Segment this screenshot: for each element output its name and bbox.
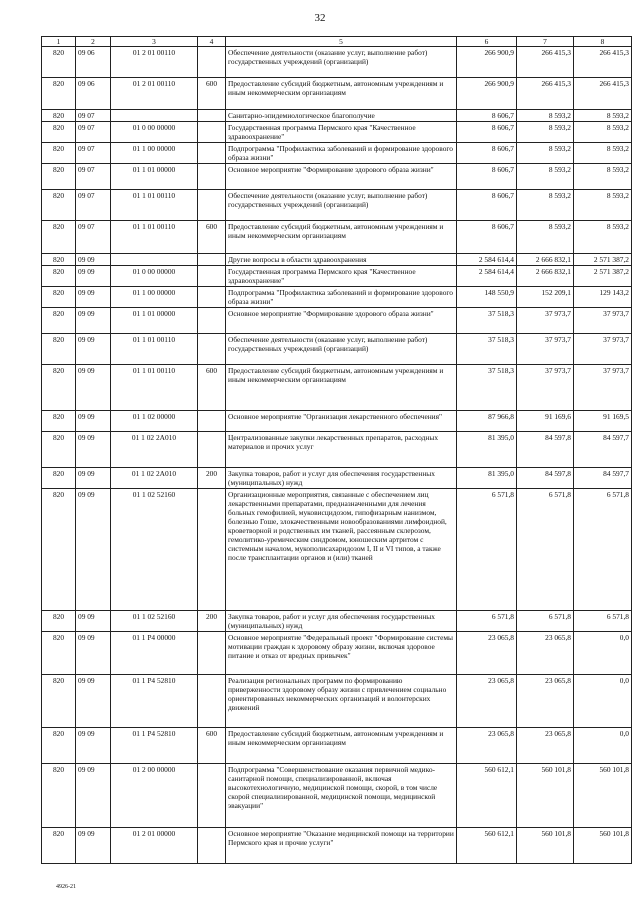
col-expense-type — [198, 432, 226, 468]
col-expense-type — [198, 489, 226, 611]
table-row — [42, 308, 632, 334]
col-target-code: 01 1 02 00000 — [111, 411, 198, 432]
col-amount-3: 8 593,2 — [574, 221, 632, 254]
col-description: Основное мероприятие "Формирование здорового образа жизни" — [226, 308, 457, 334]
table-row — [42, 287, 632, 308]
col-description: Организационные мероприятия, связанные с обеспечением лиц лекарственными препаратами, предназначенными для лечения больных гемофилией, муковисцидозом, гипофизарным нанизмом, болезнью Гоше, злокачественными новообразованиями лимфоидной, кроветворной и родственных им тканей, рассеянным склерозом, гемолитико-уремическим синдромом, юношеским артритом с системным началом, мукополисахаридозом I, II и VI типов, а также после трансплантации органов и (или) тканей — [226, 489, 457, 611]
col-target-code: 01 2 01 00110 — [111, 47, 198, 78]
col-description: Централизованные закупки лекарственных препаратов, расходных материалов и прочих услуг — [226, 432, 457, 468]
col-section-code: 09 09 — [76, 489, 111, 611]
col-description: Основное мероприятие "Оказание медицинской помощи на территории Пермского края и прочие услуги" — [226, 828, 457, 864]
col-admin-code: 820 — [42, 287, 76, 308]
document-code: 4926-21 — [56, 884, 76, 890]
col-amount-3: 6 571,8 — [574, 611, 632, 632]
col-description: Государственная программа Пермского края "Качественное здравоохранение" — [226, 266, 457, 287]
col-description: Предоставление субсидий бюджетным, автономным учреждениям и иным некоммерческим организациям — [226, 365, 457, 411]
col-amount-2: 37 973,7 — [517, 365, 574, 411]
table-row — [42, 611, 632, 632]
col-target-code: 01 0 00 00000 — [111, 122, 198, 143]
col-target-code: 01 1 01 00110 — [111, 221, 198, 254]
col-target-code: 01 1 02 52160 — [111, 489, 198, 611]
col-amount-3: 8 593,2 — [574, 143, 632, 164]
col-amount-3: 0,0 — [574, 728, 632, 764]
col-admin-code: 820 — [42, 764, 76, 828]
col-expense-type — [198, 122, 226, 143]
col-target-code: 01 1 Р4 52810 — [111, 728, 198, 764]
col-admin-code: 820 — [42, 334, 76, 365]
col-admin-code: 820 — [42, 675, 76, 728]
col-section-code: 09 07 — [76, 221, 111, 254]
table-row — [42, 334, 632, 365]
col-section-code: 09 09 — [76, 411, 111, 432]
col-amount-2: 560 101,8 — [517, 828, 574, 864]
col-admin-code: 820 — [42, 122, 76, 143]
col-target-code: 01 1 01 00110 — [111, 190, 198, 221]
col-amount-2: 8 593,2 — [517, 164, 574, 190]
col-admin-code: 820 — [42, 266, 76, 287]
col-section-code: 09 09 — [76, 365, 111, 411]
col-expense-type — [198, 190, 226, 221]
col-admin-code: 820 — [42, 190, 76, 221]
table-row — [42, 254, 632, 266]
col-amount-2: 2 666 832,1 — [517, 254, 574, 266]
col-section-code: 09 09 — [76, 266, 111, 287]
col-section-code: 09 09 — [76, 728, 111, 764]
col-expense-type — [198, 632, 226, 675]
col-section-code: 09 06 — [76, 78, 111, 110]
col-expense-type — [198, 110, 226, 122]
col-target-code: 01 1 00 00000 — [111, 287, 198, 308]
col-section-code: 09 09 — [76, 254, 111, 266]
col-amount-3: 0,0 — [574, 632, 632, 675]
col-admin-code: 820 — [42, 47, 76, 78]
col-target-code: 01 1 02 52160 — [111, 611, 198, 632]
table-row — [42, 675, 632, 728]
col-amount-3: 91 169,5 — [574, 411, 632, 432]
table-row — [42, 411, 632, 432]
col-amount-3: 8 593,2 — [574, 110, 632, 122]
col-amount-1: 8 606,7 — [457, 110, 517, 122]
col-amount-3: 266 415,3 — [574, 47, 632, 78]
col-section-code: 09 07 — [76, 190, 111, 221]
col-admin-code: 820 — [42, 432, 76, 468]
col-target-code: 01 1 02 2А010 — [111, 432, 198, 468]
col-admin-code: 820 — [42, 411, 76, 432]
col-amount-2: 266 415,3 — [517, 78, 574, 110]
column-header: 7 — [517, 37, 574, 47]
table-row — [42, 764, 632, 828]
col-description: Подпрограмма "Совершенствование оказания первичной медико-санитарной помощи, специализированной, включая высокотехнологичную, медицинской помощи, скорой, в том числе скорой специализированной, медицинской помощи, медицинской эвакуации" — [226, 764, 457, 828]
col-amount-1: 2 584 614,4 — [457, 266, 517, 287]
col-amount-3: 560 101,8 — [574, 764, 632, 828]
col-target-code: 01 1 Р4 00000 — [111, 632, 198, 675]
col-admin-code: 820 — [42, 632, 76, 675]
table-row — [42, 164, 632, 190]
column-header: 6 — [457, 37, 517, 47]
col-target-code: 01 1 01 00110 — [111, 365, 198, 411]
col-description: Санитарно-эпидемиологическое благополучие — [226, 110, 457, 122]
column-header: 1 — [42, 37, 76, 47]
col-expense-type: 600 — [198, 365, 226, 411]
table-row — [42, 110, 632, 122]
col-target-code: 01 2 01 00110 — [111, 78, 198, 110]
col-admin-code: 820 — [42, 828, 76, 864]
col-section-code: 09 09 — [76, 828, 111, 864]
col-amount-1: 266 900,9 — [457, 78, 517, 110]
col-expense-type: 600 — [198, 78, 226, 110]
table-row — [42, 468, 632, 489]
col-amount-2: 6 571,8 — [517, 611, 574, 632]
col-section-code: 09 07 — [76, 122, 111, 143]
col-amount-2: 2 666 832,1 — [517, 266, 574, 287]
table-row — [42, 221, 632, 254]
col-amount-1: 81 395,0 — [457, 468, 517, 489]
col-amount-3: 560 101,8 — [574, 828, 632, 864]
col-amount-1: 8 606,7 — [457, 190, 517, 221]
col-target-code: 01 2 00 00000 — [111, 764, 198, 828]
col-amount-1: 23 065,8 — [457, 675, 517, 728]
col-amount-1: 37 518,3 — [457, 308, 517, 334]
col-amount-1: 6 571,8 — [457, 611, 517, 632]
col-admin-code: 820 — [42, 110, 76, 122]
col-description: Закупка товаров, работ и услуг для обеспечения государственных (муниципальных) нужд — [226, 468, 457, 489]
col-section-code: 09 07 — [76, 164, 111, 190]
col-section-code: 09 09 — [76, 334, 111, 365]
col-admin-code: 820 — [42, 254, 76, 266]
table-row — [42, 632, 632, 675]
col-description: Обеспечение деятельности (оказание услуг, выполнение работ) государственных учреждений (организаций) — [226, 190, 457, 221]
col-amount-2: 8 593,2 — [517, 143, 574, 164]
col-admin-code: 820 — [42, 728, 76, 764]
col-amount-2: 266 415,3 — [517, 47, 574, 78]
col-amount-1: 37 518,3 — [457, 334, 517, 365]
col-description: Основное мероприятие "Федеральный проект "Формирование системы мотивации граждан к здоровому образу жизни, включая здоровое питание и отказ от вредных привычек" — [226, 632, 457, 675]
col-amount-3: 2 571 387,2 — [574, 254, 632, 266]
col-amount-2: 8 593,2 — [517, 122, 574, 143]
col-amount-3: 8 593,2 — [574, 190, 632, 221]
col-expense-type — [198, 308, 226, 334]
col-amount-1: 148 550,9 — [457, 287, 517, 308]
col-amount-2: 84 597,8 — [517, 468, 574, 489]
col-target-code: 01 1 00 00000 — [111, 143, 198, 164]
table-row — [42, 78, 632, 110]
col-expense-type: 200 — [198, 468, 226, 489]
col-admin-code: 820 — [42, 489, 76, 611]
col-amount-3: 37 973,7 — [574, 334, 632, 365]
col-description: Подпрограмма "Профилактика заболеваний и формирование здорового образа жизни" — [226, 287, 457, 308]
col-amount-3: 37 973,7 — [574, 365, 632, 411]
col-target-code: 01 1 02 2А010 — [111, 468, 198, 489]
col-admin-code: 820 — [42, 308, 76, 334]
col-target-code — [111, 110, 198, 122]
col-target-code: 01 0 00 00000 — [111, 266, 198, 287]
col-expense-type — [198, 254, 226, 266]
col-expense-type — [198, 287, 226, 308]
col-amount-3: 266 415,3 — [574, 78, 632, 110]
col-amount-3: 8 593,2 — [574, 164, 632, 190]
col-amount-1: 87 966,8 — [457, 411, 517, 432]
col-admin-code: 820 — [42, 468, 76, 489]
col-amount-1: 8 606,7 — [457, 164, 517, 190]
col-amount-1: 23 065,8 — [457, 728, 517, 764]
col-amount-1: 266 900,9 — [457, 47, 517, 78]
col-amount-1: 8 606,7 — [457, 122, 517, 143]
col-description: Предоставление субсидий бюджетным, автономным учреждениям и иным некоммерческим организациям — [226, 728, 457, 764]
column-header: 4 — [198, 37, 226, 47]
col-amount-1: 2 584 614,4 — [457, 254, 517, 266]
col-description: Предоставление субсидий бюджетным, автономным учреждениям и иным некоммерческим организациям — [226, 221, 457, 254]
col-target-code: 01 1 01 00000 — [111, 308, 198, 334]
col-expense-type: 200 — [198, 611, 226, 632]
col-description: Закупка товаров, работ и услуг для обеспечения государственных (муниципальных) нужд — [226, 611, 457, 632]
col-admin-code: 820 — [42, 365, 76, 411]
col-target-code — [111, 254, 198, 266]
col-amount-3: 6 571,8 — [574, 489, 632, 611]
col-amount-2: 6 571,8 — [517, 489, 574, 611]
col-amount-1: 8 606,7 — [457, 143, 517, 164]
col-target-code: 01 1 01 00110 — [111, 334, 198, 365]
col-amount-2: 152 209,1 — [517, 287, 574, 308]
col-description: Основное мероприятие "Организация лекарственного обеспечения" — [226, 411, 457, 432]
col-amount-1: 560 612,1 — [457, 828, 517, 864]
col-section-code: 09 09 — [76, 611, 111, 632]
col-amount-3: 0,0 — [574, 675, 632, 728]
column-number-row — [42, 37, 632, 47]
col-amount-1: 23 065,8 — [457, 632, 517, 675]
col-expense-type: 600 — [198, 221, 226, 254]
col-amount-3: 84 597,7 — [574, 432, 632, 468]
col-amount-3: 129 143,2 — [574, 287, 632, 308]
col-expense-type — [198, 47, 226, 78]
col-admin-code: 820 — [42, 221, 76, 254]
col-section-code: 09 09 — [76, 287, 111, 308]
col-amount-2: 23 065,8 — [517, 728, 574, 764]
col-amount-1: 8 606,7 — [457, 221, 517, 254]
col-description: Предоставление субсидий бюджетным, автономным учреждениям и иным некоммерческим организациям — [226, 78, 457, 110]
table-row — [42, 489, 632, 611]
col-target-code: 01 1 01 00000 — [111, 164, 198, 190]
column-header: 2 — [76, 37, 111, 47]
col-description: Обеспечение деятельности (оказание услуг, выполнение работ) государственных учреждений (организаций) — [226, 334, 457, 365]
table-row — [42, 122, 632, 143]
col-expense-type — [198, 164, 226, 190]
col-amount-3: 37 973,7 — [574, 308, 632, 334]
col-expense-type — [198, 828, 226, 864]
col-description: Реализация региональных программ по формированию приверженности здоровому образу жизни с привлечением социально ориентированных некоммерческих организаций и волонтерских движений — [226, 675, 457, 728]
budget-table — [41, 36, 632, 864]
col-amount-2: 23 065,8 — [517, 675, 574, 728]
column-header: 5 — [226, 37, 457, 47]
table-row — [42, 365, 632, 411]
col-expense-type — [198, 411, 226, 432]
col-admin-code: 820 — [42, 143, 76, 164]
col-section-code: 09 09 — [76, 632, 111, 675]
col-target-code: 01 1 Р4 52810 — [111, 675, 198, 728]
col-expense-type — [198, 143, 226, 164]
col-amount-3: 8 593,2 — [574, 122, 632, 143]
table-row — [42, 47, 632, 78]
col-section-code: 09 07 — [76, 110, 111, 122]
page-number: 32 — [314, 12, 326, 24]
col-amount-2: 8 593,2 — [517, 221, 574, 254]
col-amount-2: 37 973,7 — [517, 308, 574, 334]
col-section-code: 09 06 — [76, 47, 111, 78]
table-row — [42, 432, 632, 468]
col-amount-2: 560 101,8 — [517, 764, 574, 828]
col-expense-type — [198, 675, 226, 728]
col-admin-code: 820 — [42, 164, 76, 190]
col-expense-type: 600 — [198, 728, 226, 764]
col-amount-2: 8 593,2 — [517, 110, 574, 122]
col-amount-2: 84 597,8 — [517, 432, 574, 468]
col-amount-1: 560 612,1 — [457, 764, 517, 828]
col-amount-1: 81 395,0 — [457, 432, 517, 468]
col-section-code: 09 07 — [76, 143, 111, 164]
col-section-code: 09 09 — [76, 468, 111, 489]
col-expense-type — [198, 764, 226, 828]
column-header: 3 — [111, 37, 198, 47]
col-section-code: 09 09 — [76, 764, 111, 828]
col-amount-1: 6 571,8 — [457, 489, 517, 611]
table-row — [42, 190, 632, 221]
col-section-code: 09 09 — [76, 308, 111, 334]
col-amount-1: 37 518,3 — [457, 365, 517, 411]
col-description: Основное мероприятие "Формирование здорового образа жизни" — [226, 164, 457, 190]
col-expense-type — [198, 334, 226, 365]
col-amount-3: 84 597,7 — [574, 468, 632, 489]
table-row — [42, 143, 632, 164]
col-section-code: 09 09 — [76, 675, 111, 728]
col-section-code: 09 09 — [76, 432, 111, 468]
col-amount-2: 91 169,6 — [517, 411, 574, 432]
col-description: Другие вопросы в области здравоохранения — [226, 254, 457, 266]
col-description: Обеспечение деятельности (оказание услуг, выполнение работ) государственных учреждений (организаций) — [226, 47, 457, 78]
col-amount-2: 23 065,8 — [517, 632, 574, 675]
column-header: 8 — [574, 37, 632, 47]
col-description: Подпрограмма "Профилактика заболеваний и формирование здорового образа жизни" — [226, 143, 457, 164]
table-row — [42, 266, 632, 287]
col-admin-code: 820 — [42, 611, 76, 632]
col-amount-2: 37 973,7 — [517, 334, 574, 365]
col-target-code: 01 2 01 00000 — [111, 828, 198, 864]
col-admin-code: 820 — [42, 78, 76, 110]
col-expense-type — [198, 266, 226, 287]
col-amount-2: 8 593,2 — [517, 190, 574, 221]
table-row — [42, 828, 632, 864]
col-amount-3: 2 571 387,2 — [574, 266, 632, 287]
table-row — [42, 728, 632, 764]
col-description: Государственная программа Пермского края "Качественное здравоохранение" — [226, 122, 457, 143]
